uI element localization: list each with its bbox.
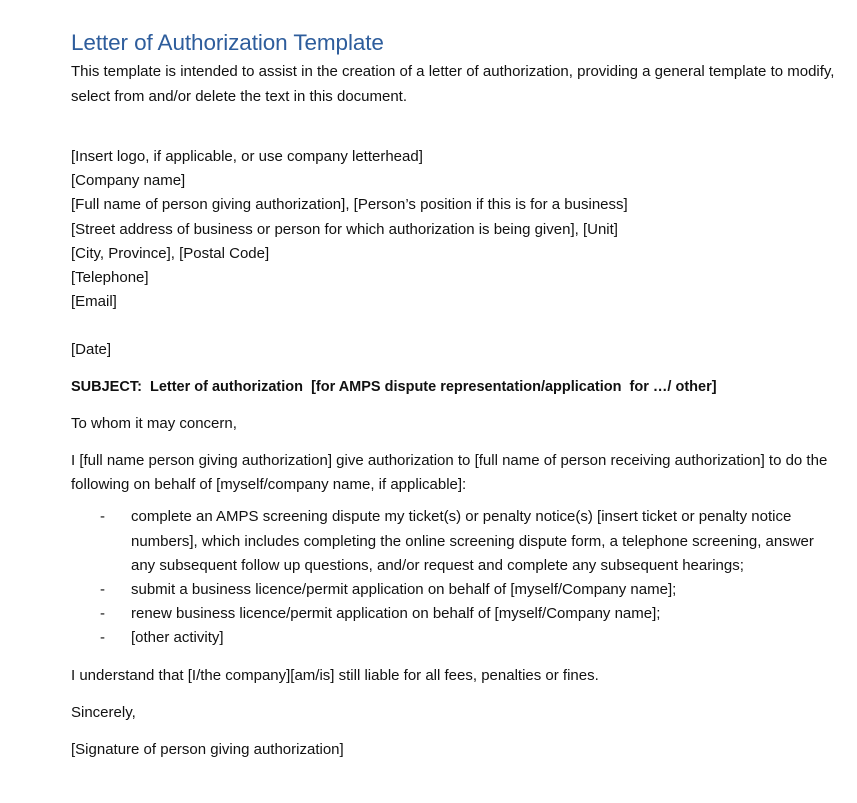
body-paragraph: I [full name person giving authorization] give authorization to [full name of person receiving authorization] to do the following on behalf of [myself/company name, if applicable]: — [71, 452, 828, 494]
activity-text: submit a business licence/permit application on behalf of [myself/Company name]; — [131, 581, 677, 599]
list-item — [71, 626, 841, 650]
activity-text: [other activity] — [131, 629, 224, 647]
bullet-dash: - — [100, 605, 105, 623]
activity-text: renew business licence/permit application on behalf of [myself/Company name]; — [131, 605, 661, 623]
document-title: Letter of Authorization Template — [71, 30, 384, 55]
address-line-person: [Full name of person giving authorization], [Person’s position if this is for a business] — [71, 196, 628, 214]
address-block — [71, 145, 841, 314]
activity-text: complete an AMPS screening dispute my ticket(s) or penalty notice(s) [insert ticket or penalty notice numbers], which includes completing the online screening dispute form, a telephone screening, answer any subsequent follow up questions, and/or request and complete any subsequent hearings; — [131, 508, 814, 574]
activity-list — [71, 505, 841, 650]
closing: Sincerely, — [71, 703, 136, 721]
list-item — [71, 602, 841, 626]
bullet-dash: - — [100, 629, 105, 647]
address-line-company: [Company name] — [71, 172, 186, 190]
greeting: To whom it may concern, — [71, 414, 237, 432]
date-line: [Date] — [71, 341, 112, 359]
signature-line: [Signature of person giving authorization] — [71, 741, 344, 759]
bullet-dash: - — [100, 508, 105, 526]
address-line-street: [Street address of business or person for which authorization is being given], [Unit] — [71, 220, 618, 238]
address-line-telephone: [Telephone] — [71, 269, 149, 287]
intro-paragraph: This template is intended to assist in the creation of a letter of authorization, providing a general template to modify, select from and/or delete the text in this document. — [71, 63, 835, 105]
liability-statement: I understand that [I/the company][am/is] still liable for all fees, penalties or fines. — [71, 666, 599, 684]
list-item — [71, 578, 841, 602]
document-page — [71, 28, 841, 762]
subject-line: SUBJECT: Letter of authorization [for AMPS dispute representation/application for …/ other] — [71, 378, 717, 395]
bullet-dash: - — [100, 581, 105, 599]
list-item — [71, 505, 841, 578]
address-line-logo: [Insert logo, if applicable, or use company letterhead] — [71, 148, 423, 165]
address-line-email: [Email] — [71, 293, 117, 311]
address-line-city: [City, Province], [Postal Code] — [71, 244, 270, 262]
